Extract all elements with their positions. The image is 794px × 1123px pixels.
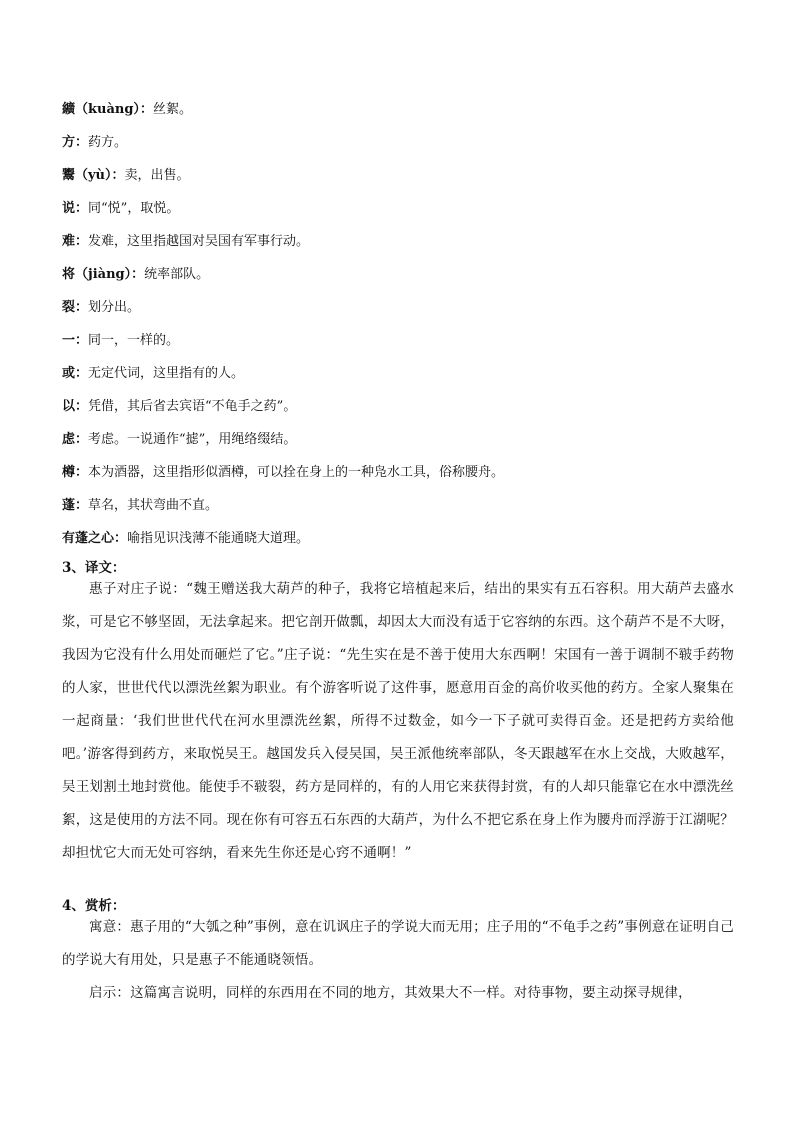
glossary-term: 纊（kuàng） <box>62 102 140 117</box>
glossary-definition: 统率部队。 <box>144 267 210 282</box>
glossary-term: 方 <box>62 135 76 150</box>
glossary-entry <box>62 200 179 218</box>
glossary-term: 虑 <box>62 432 76 447</box>
glossary-entry <box>62 299 140 317</box>
glossary-definition: 凭借，其后省去宾语“不龟手之药”。 <box>88 399 297 414</box>
glossary-separator: ： <box>131 267 145 282</box>
glossary-term: 有蓬之心 <box>62 531 115 546</box>
glossary-entry <box>62 464 504 482</box>
glossary-definition: 发难，这里指越国对吴国有军事行动。 <box>88 234 310 249</box>
glossary-entry <box>62 530 309 548</box>
glossary-separator: ： <box>75 465 89 480</box>
glossary-definition: 喻指见识浅薄不能通晓大道理。 <box>127 531 310 546</box>
glossary-separator: ： <box>75 399 89 414</box>
moral-paragraph: 寓意：惠子用的“大瓠之种”事例，意在讥讽庄子的学说大而无用；庄子用的“不龟手之药”事例意在证明自己的学说大有用处，只是惠子不能通晓领悟。 <box>62 919 734 968</box>
glossary-definition: 划分出。 <box>88 300 141 315</box>
inspiration-paragraph: 启示：这篇寓言说明，同样的东西用在不同的地方，其效果大不一样。对待事物，要主动探寻规律， <box>89 985 692 1001</box>
glossary-term: 蓬 <box>62 498 76 513</box>
glossary-separator: ： <box>75 366 89 381</box>
glossary-definition: 卖，出售。 <box>124 168 190 183</box>
section-heading-appreciation: 4、赏析： <box>62 898 126 914</box>
glossary-separator: ： <box>139 102 153 117</box>
glossary-term: 或 <box>62 366 76 381</box>
glossary-term: 裂 <box>62 300 76 315</box>
glossary-separator: ： <box>114 531 128 546</box>
glossary-separator: ： <box>75 498 89 513</box>
glossary-definition: 同“悦”，取悦。 <box>88 201 180 216</box>
glossary-entry <box>62 332 179 350</box>
glossary-separator: ： <box>75 432 89 447</box>
glossary-entry <box>62 101 192 119</box>
glossary-term: 说 <box>62 201 76 216</box>
glossary-entry <box>62 365 244 383</box>
glossary-entry <box>62 167 190 185</box>
glossary-term: 鬻（yù） <box>62 168 112 183</box>
glossary-definition: 药方。 <box>88 135 128 150</box>
glossary-separator: ： <box>75 300 89 315</box>
section-heading-translation: 3、译文： <box>62 560 126 576</box>
glossary-separator: ： <box>75 234 89 249</box>
glossary-entry <box>62 398 296 416</box>
glossary-term: 以 <box>62 399 76 414</box>
glossary-term: 一 <box>62 333 76 348</box>
glossary-separator: ： <box>75 201 89 216</box>
glossary-entry <box>62 134 127 152</box>
glossary-term: 难 <box>62 234 76 249</box>
glossary-entry <box>62 431 296 449</box>
glossary-entry <box>62 233 309 251</box>
glossary-entry <box>62 266 209 284</box>
glossary-term: 樽 <box>62 465 76 480</box>
glossary-separator: ： <box>75 333 89 348</box>
glossary-separator: ： <box>111 168 125 183</box>
glossary-definition: 无定代词，这里指有的人。 <box>88 366 245 381</box>
glossary-term: 将（jiàng） <box>62 267 132 282</box>
translation-paragraph: 惠子对庄子说：“魏王赠送我大葫芦的种子，我将它培植起来后，结出的果实有五石容积。用大葫芦去盛水浆，可是它不够坚固，无法拿起来。把它剖开做瓢，却因太大而没有适于它容纳的东西。这个葫芦不是不大呀，我因为它没有什么用处而砸烂了它。”庄子说：“先生实在是不善于使用大东西啊！宋国有一善于调制不皲手药物的人家，世世代代以漂洗丝絮为职业。有个游客听说了这件事，愿意用百金的高价收买他的药方。全家人聚集在一起商量：‘我们世世代代在河水里漂洗丝絮，所得不过数金，如今一下子就可卖得百金。还是把药方卖给他吧。’游客得到药方，来取悦吴王。越国发兵入侵吴国，吴王派他统率部队，冬天跟越军在水上交战，大败越军，吴王划割土地封赏他。能使手不皲裂，药方是同样的，有的人用它来获得封赏，有的人却只能靠它在水中漂洗丝絮，这是使用的方法不同。现在你有可容五石东西的大葫芦，为什么不把它系在身上作为腰舟而浮游于江湖呢？却担忧它大而无处可容纳，看来先生你还是心窍不通啊！” <box>62 581 734 861</box>
glossary-definition: 丝絮。 <box>152 102 192 117</box>
glossary-separator: ： <box>75 135 89 150</box>
glossary-definition: 本为酒器，这里指形似酒樽，可以拴在身上的一种凫水工具，俗称腰舟。 <box>88 465 505 480</box>
glossary-definition: 考虑。一说通作“摅”，用绳络缀结。 <box>88 432 297 447</box>
glossary-definition: 草名，其状弯曲不直。 <box>88 498 219 513</box>
glossary-definition: 同一，一样的。 <box>88 333 180 348</box>
glossary-entry <box>62 497 218 515</box>
